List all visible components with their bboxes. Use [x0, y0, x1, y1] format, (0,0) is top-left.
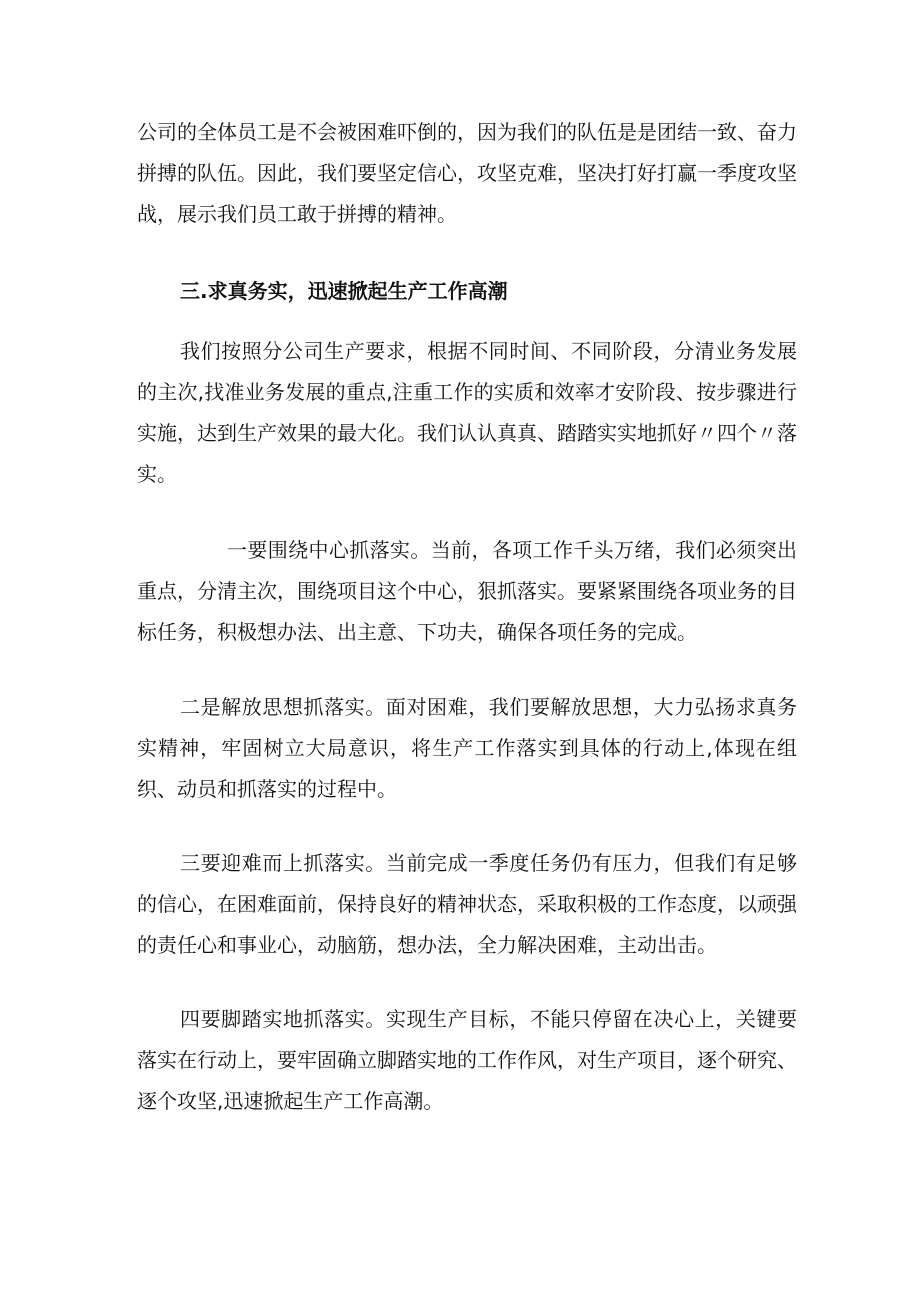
paragraph-emancipate-mind: 二是解放思想抓落实。面对困难，我们要解放思想，大力弘扬求真务实精神，牢固树立大局意识，将生产工作落实到具体的行动上,体现在组织、动员和抓落实的过程中。 — [137, 695, 797, 801]
paragraph-production-plan: 我们按照分公司生产要求，根据不同时间、不同阶段，分清业务发展的主次,找准业务发展的重点,注重工作的实质和效率才安阶段、按步骤进行实施，达到生产效果的最大化。我们认认真真、踏踏实实地抓好〃四个〃落实。 — [137, 339, 797, 486]
paragraph-focus-center: 一要围绕中心抓落实。当前，各项工作千头万绪，我们必须突出重点，分清主次，围绕项目这个中心，狠抓落实。要紧紧围绕各项业务的目标任务，积极想办法、出主意、下功夫，确保各项任务的完成。 — [137, 538, 797, 644]
section-heading: 三.求真务实，迅速掀起生产工作高潮 — [180, 279, 508, 303]
paragraph-face-difficulty: 三要迎难而上抓落实。当前完成一季度任务仍有压力，但我们有足够的信心，在困难面前，保持良好的精神状态，采取积极的工作态度，以顽强的责任心和事业心，动脑筋，想办法，全力解决困难，主动出击。 — [137, 851, 797, 957]
paragraph-team-resolve: 公司的全体员工是不会被困难吓倒的，因为我们的队伍是是团结一致、奋力拼搏的队伍。因此，我们要坚定信心，攻坚克难，坚决打好打赢一季度攻坚战，展示我们员工敢于拼搏的精神。 — [137, 120, 797, 226]
paragraph-down-to-earth: 四要脚踏实地抓落实。实现生产目标，不能只停留在决心上，关键要落实在行动上，要牢固确立脚踏实地的工作作风，对生产项目，逐个研究、逐个攻坚,迅速掀起生产工作高潮。 — [137, 1007, 797, 1113]
